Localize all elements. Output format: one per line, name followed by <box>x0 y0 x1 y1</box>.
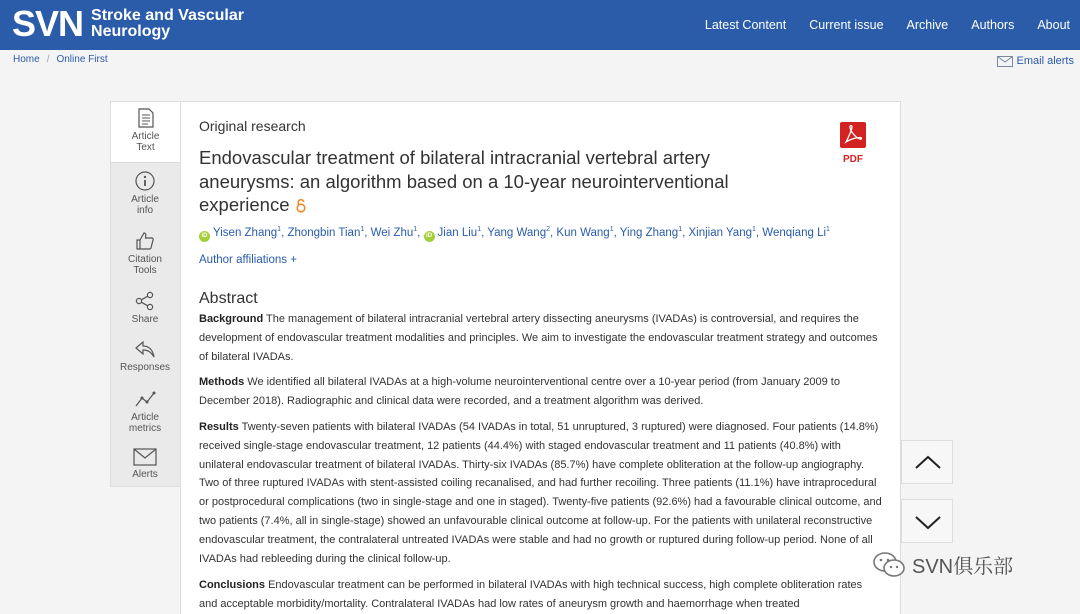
pdf-download-button[interactable] <box>839 122 867 165</box>
author-link[interactable]: Ying Zhang <box>619 226 679 239</box>
tool-label-line1: Article <box>131 131 160 142</box>
tool-share[interactable] <box>110 291 180 325</box>
orcid-icon[interactable]: iD <box>199 231 210 242</box>
email-alerts-label: Email alerts <box>1016 55 1074 67</box>
tool-label-line2: Tools <box>133 265 157 276</box>
author-link[interactable]: Xinjian Yang <box>688 226 752 239</box>
scroll-up-button[interactable] <box>901 440 953 484</box>
envelope-icon <box>997 56 1013 67</box>
chevron-up-icon <box>914 452 942 474</box>
abstract-methods <box>199 373 883 411</box>
author-affiliation-number: 1 <box>277 226 282 233</box>
breadcrumb-online-first[interactable]: Online First <box>56 54 108 65</box>
author-affiliation-number: 1 <box>360 226 365 233</box>
watermark-text: SVN俱乐部 <box>912 556 1014 578</box>
tool-responses[interactable] <box>110 339 180 373</box>
metrics-icon <box>134 389 156 409</box>
tool-alerts[interactable] <box>110 448 180 480</box>
nav-current-issue[interactable]: Current issue <box>809 18 884 32</box>
section-label: Results <box>199 421 239 433</box>
breadcrumb-separator: / <box>46 54 50 65</box>
logo-line-2: Neurology <box>91 23 171 40</box>
logo-line-1: Stroke and Vascular <box>91 7 244 24</box>
author-list: iD Yisen Zhang$^1$, Zhongbin Tian$^1$, Wei Zhu$^1$, iD Jian Liu$^1$, Yang Wang$^2$, Kun Wang$^1$, Ying Zhang$^1$, Xinjian Yang$^1$, Wenqiang Li$^1$ <box>199 226 889 242</box>
section-text: We identified all bilateral IVADAs at a high-volume neurointerventional centre over a 10-year period (from January 2009 to December 2018). Radiographic and clinical data were recorded, and a treatment algorithm was derived. <box>199 376 840 407</box>
abstract-background <box>199 310 883 366</box>
tool-label-line1: Share <box>131 314 159 325</box>
article-card <box>180 101 901 614</box>
author-link[interactable]: Wenqiang Li <box>762 226 827 239</box>
author-link[interactable]: Yang Wang <box>487 226 547 239</box>
site-header <box>0 0 1080 50</box>
abstract-heading: Abstract <box>199 290 258 307</box>
chevron-down-icon <box>914 511 942 533</box>
author-affiliation-number: 1 <box>477 226 482 233</box>
logo-text <box>91 8 244 40</box>
tool-label-line2: metrics <box>128 423 162 434</box>
section-label: Methods <box>199 376 245 388</box>
section-label: Background <box>199 313 264 325</box>
tool-article-metrics[interactable] <box>110 389 180 434</box>
nav-archive[interactable]: Archive <box>906 18 949 32</box>
author-link[interactable]: Zhongbin Tian <box>287 226 361 239</box>
tool-label-line1: Responses <box>119 362 171 373</box>
share-icon <box>135 291 155 311</box>
section-text: Endovascular treatment can be performed in bilateral IVADAs with high technical success, high complete obliteration rates and acceptable morbidity/mortality. Contralateral IVADAs had low rates of aneurysm growth and haemorrhage when treated <box>199 579 863 610</box>
pdf-label: PDF <box>843 154 863 165</box>
author-affiliation-number: 2 <box>546 226 551 233</box>
tool-label-line2: info <box>136 205 154 216</box>
section-label: Conclusions <box>199 579 266 591</box>
main-nav <box>682 0 1070 50</box>
journal-logo[interactable] <box>12 4 244 44</box>
pdf-icon <box>840 122 866 148</box>
section-text: Twenty-seven patients with bilateral IVADAs (54 IVADAs in total, 51 unruptured, 3 ruptured) were diagnosed. Four patients (14.8%) received single-stage endovascular treatment, 12 patients (44.4%) with staged endovascular treatment and 11 patients (40.8%) with unilateral endovascular treatment of bilateral IVADAs. Thirty-six IVADAs (85.7%) have complete obliteration at the follow-up angiography. Two of three ruptured IVADAs with stent-assisted coiling recanalised, and had further recoiling. Three patients (11.1%) have intraprocedural or postprocedural complications (two in single-stage and one in staged). Twenty-five patients (92.6%) had a favourable clinical outcome, and two patients (7.4%, all in single-stage) showed an unfavourable clinical outcome at follow-up. For the patients with unilateral reconstructive endovascular treatment, the contralateral untreated IVADAs were stable and had no growth or ruptured during follow-up period. None of all IVADAs had rebleeding during the clinical follow-up. <box>199 421 882 565</box>
watermark <box>872 550 1013 579</box>
wechat-icon <box>872 551 906 579</box>
article-type: Original research <box>199 118 306 134</box>
tool-label-line1: Alerts <box>132 469 158 480</box>
scroll-down-button[interactable] <box>901 499 953 543</box>
abstract-results <box>199 418 883 568</box>
article-title-text: Endovascular treatment of bilateral intracranial vertebral artery aneurysms: an algorithm based on a 10-year neurointerventional experience <box>199 147 729 215</box>
author-affiliations-toggle[interactable]: Author affiliations + <box>199 254 297 266</box>
breadcrumb <box>13 54 108 65</box>
article-title <box>199 146 799 217</box>
author-link[interactable]: Wei Zhu <box>370 226 414 239</box>
author-affiliation-number: 1 <box>413 226 418 233</box>
tool-label-line2: Text <box>136 142 155 153</box>
abstract-conclusions <box>199 576 883 614</box>
breadcrumb-home[interactable]: Home <box>13 54 40 65</box>
nav-latest-content[interactable]: Latest Content <box>704 18 787 32</box>
nav-authors[interactable]: Authors <box>971 18 1015 32</box>
author-link[interactable]: Kun Wang <box>556 226 610 239</box>
author-link[interactable]: Yisen Zhang <box>213 226 278 239</box>
orcid-icon[interactable]: iD <box>424 231 435 242</box>
article-text-icon <box>138 108 154 128</box>
logo-mark: SVN <box>12 3 84 44</box>
tool-label-line1: Citation <box>128 254 162 265</box>
side-tools <box>110 101 180 487</box>
nav-about[interactable]: About <box>1037 18 1070 32</box>
open-access-icon <box>296 198 306 213</box>
reply-icon <box>134 339 156 359</box>
envelope-icon <box>133 448 157 466</box>
thumbs-up-icon <box>135 231 155 251</box>
author-affiliation-number: 1 <box>609 226 614 233</box>
author-link[interactable]: Jian Liu <box>437 226 478 239</box>
tool-citation-tools[interactable] <box>110 231 180 276</box>
tool-article-text[interactable] <box>110 101 180 163</box>
tool-label-line1: Article <box>131 412 159 423</box>
email-alerts-link[interactable] <box>997 55 1074 67</box>
author-affiliation-number: 1 <box>678 226 683 233</box>
info-icon <box>135 171 155 191</box>
tool-label-line1: Article <box>131 194 159 205</box>
author-affiliation-number: 1 <box>752 226 756 233</box>
author-affiliation-number: 1 <box>826 226 830 233</box>
section-text: The management of bilateral intracranial vertebral artery dissecting aneurysms (IVADAs) is controversial, and requires the development of endovascular treatment modalities and principles. We aim to investigate the endovascular treatment strategy and outcomes of bilateral IVADAs. <box>199 313 878 363</box>
tool-article-info[interactable] <box>110 171 180 216</box>
